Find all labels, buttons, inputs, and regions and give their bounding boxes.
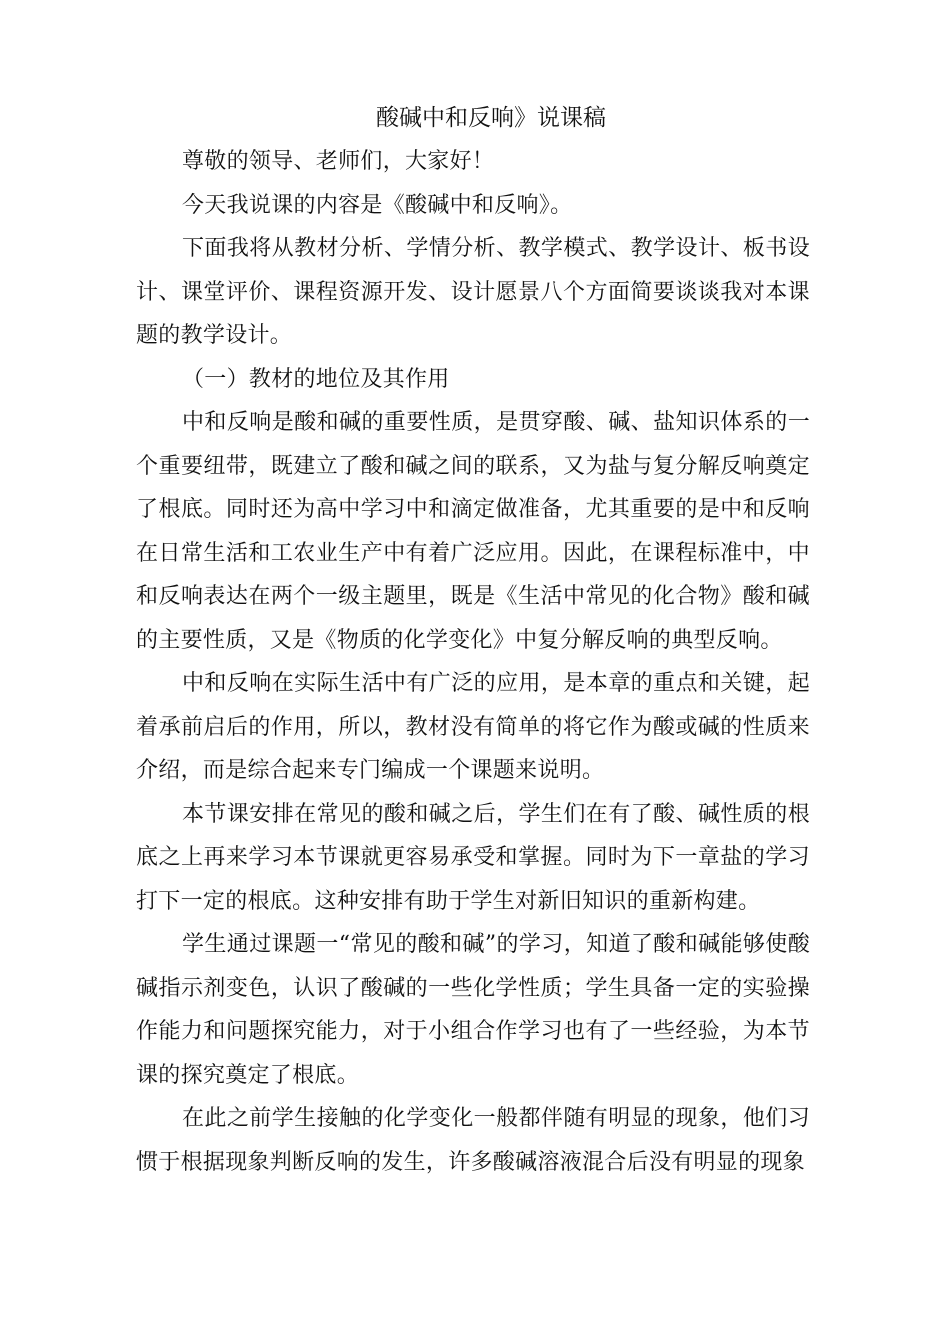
body-paragraph: 在此之前学生接触的化学变化一般都伴随有明显的现象，他们习惯于根据现象判断反响的发生，许多酸碱溶液混合后没有明显的现象	[136, 1106, 810, 1175]
section-heading: （一）教材的地位及其作用	[182, 366, 450, 392]
document-title: 酸碱中和反响》说课稿	[376, 105, 606, 131]
outline-paragraph: 下面我将从教材分析、学情分析、教学模式、教学设计、板书设计、课堂评价、课程资源开发、设计愿景八个方面简要谈谈我对本课题的教学设计。	[136, 236, 810, 348]
body-paragraph: 学生通过课题一“常见的酸和碱”的学习，知道了酸和碱能够使酸碱指示剂变色，认识了酸碱的一些化学性质；学生具备一定的实验操作能力和问题探究能力，对于小组合作学习也有了一些经验，为本节课的探究奠定了根底。	[136, 932, 810, 1088]
body-paragraph: 中和反响在实际生活中有广泛的应用，是本章的重点和关键，起着承前启后的作用，所以，教材没有简单的将它作为酸或碱的性质来介绍，而是综合起来专门编成一个课题来说明。	[136, 671, 810, 783]
document-page	[136, 96, 810, 1184]
greeting-paragraph: 尊敬的领导、老师们，大家好！	[182, 149, 495, 174]
body-paragraph: 本节课安排在常见的酸和碱之后，学生们在有了酸、碱性质的根底之上再来学习本节课就更容易承受和掌握。同时为下一章盐的学习打下一定的根底。这种安排有助于学生对新旧知识的重新构建。	[136, 801, 810, 914]
intro-paragraph: 今天我说课的内容是《酸碱中和反响》。	[182, 192, 573, 218]
body-paragraph: 中和反响是酸和碱的重要性质，是贯穿酸、碱、盐知识体系的一个重要纽带，既建立了酸和碱之间的联系，又为盐与复分解反响奠定了根底。同时还为高中学习中和滴定做准备，尤其重要的是中和反响在日常生活和工农业生产中有着广泛应用。因此，在课程标准中，中和反响表达在两个一级主题里，既是《生活中常见的化合物》酸和碱的主要性质，又是《物质的化学变化》中复分解反响的典型反响。	[136, 410, 810, 653]
